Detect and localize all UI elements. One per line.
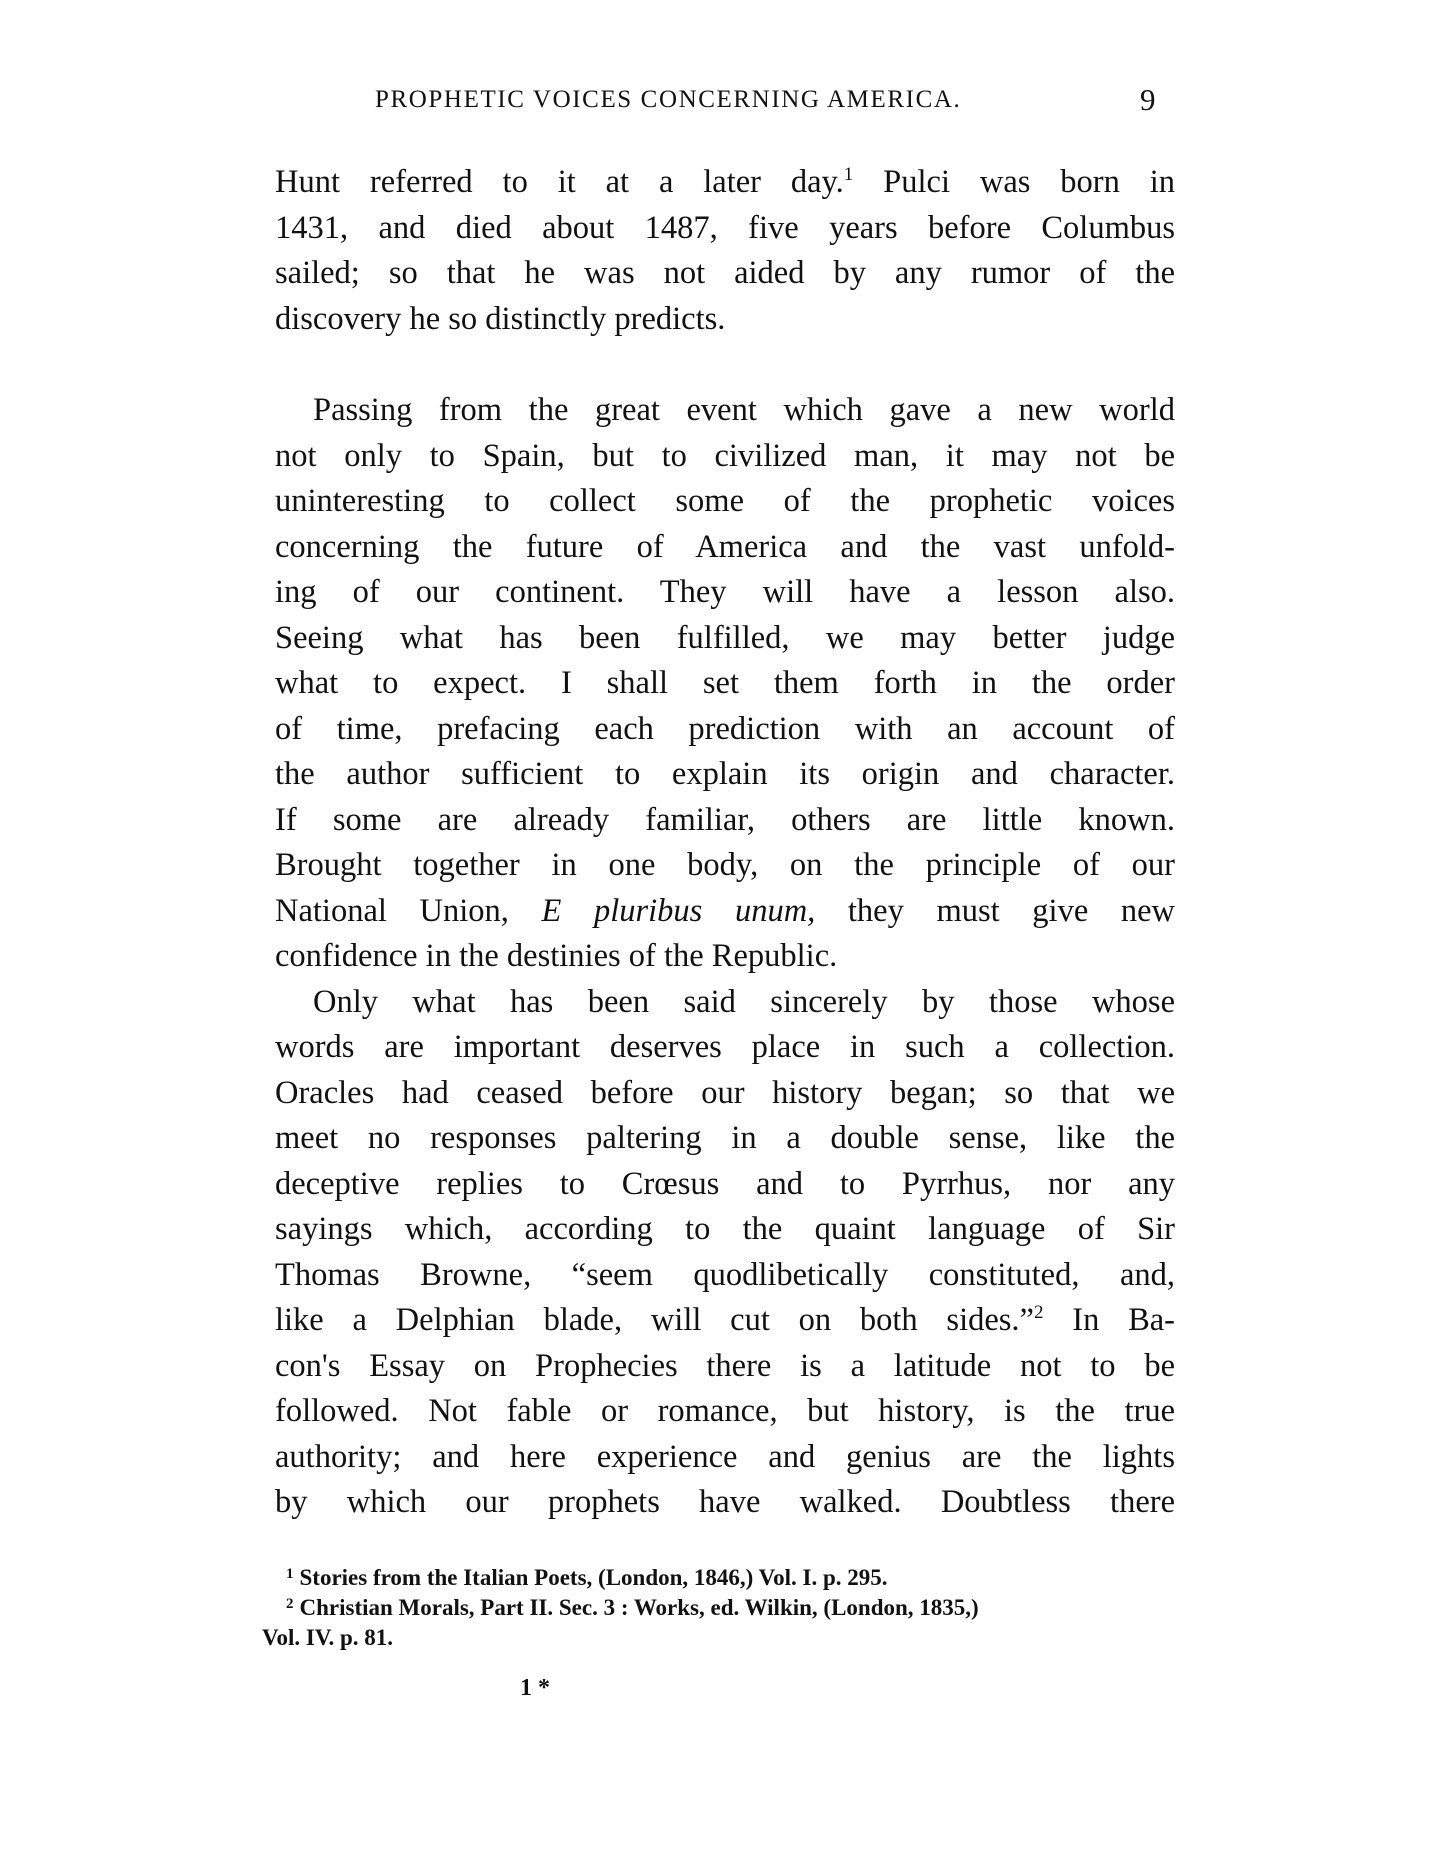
text-line: National Union, E pluribus unum, they must give new [275, 892, 1175, 929]
footnote-ref-2: 2 [1033, 1302, 1044, 1323]
text-line: confidence in the destinies of the Republic. [275, 938, 838, 974]
text-line: Seeing what has been fulfilled, we may better judge [275, 619, 1175, 656]
text-line: authority; and here experience and genius are the lights [275, 1438, 1175, 1475]
text-line: ing of our continent. They will have a lesson also. [275, 574, 1175, 610]
text-line: what to expect. I shall set them forth in the order [275, 665, 1175, 701]
text-line: 1431, and died about 1487, five years before Columbus [275, 209, 1175, 246]
text-line: words are important deserves place in such a collection. [275, 1029, 1175, 1065]
text-line: sayings which, according to the quaint language of Sir [275, 1211, 1175, 1247]
body-text [275, 160, 1175, 1526]
footnotes [262, 1563, 1176, 1653]
text-line: Passing from the great event which gave a new world [313, 392, 1175, 428]
footnote-1: $^1$ Stories from the Italian Poets, (London, 1846,) Vol. I. p. 295. [286, 1565, 888, 1590]
latin-motto: E pluribus unum, [541, 892, 816, 929]
footnote-ref-1: 1 [843, 164, 854, 185]
footnote-2: $^2$ Christian Morals, Part II. Sec. 3 : Works, ed. Wilkin, (London, 1835,) [286, 1595, 979, 1620]
text-line: discovery he so distinctly predicts. [275, 300, 726, 337]
page-number: 9 [1140, 82, 1156, 117]
text-line: If some are already familiar, others are little known. [275, 801, 1175, 838]
footnote-2-continuation: Vol. IV. p. 81. [262, 1625, 394, 1650]
text-line: Only what has been said sincerely by those whose [313, 983, 1175, 1020]
paragraph-gap [275, 342, 1175, 388]
text-line: Brought together in one body, on the principle of our [275, 847, 1175, 883]
text-line: followed. Not fable or romance, but history, is the true [275, 1393, 1175, 1429]
text-line: not only to Spain, but to civilized man, it may not be [275, 437, 1175, 474]
text-line: concerning the future of America and the vast unfold- [275, 528, 1175, 565]
text-line: by which our prophets have walked. Doubtless there [275, 1484, 1175, 1520]
running-head [275, 82, 1175, 126]
text-line: Oracles had ceased before our history began; so that we [275, 1074, 1175, 1111]
text-line: meet no responses paltering in a double sense, like the [275, 1120, 1175, 1156]
text-line: con's Essay on Prophecies there is a latitude not to be [275, 1347, 1175, 1384]
text-line: of time, prefacing each prediction with an account of [275, 710, 1175, 747]
text-line: Thomas Browne, “seem quodlibetically constituted, and, [275, 1256, 1175, 1293]
text-line: the author sufficient to explain its origin and character. [275, 756, 1175, 792]
text-line: Hunt referred to it at a later day.$^1$ Pulci was born in [275, 164, 1175, 200]
text-line: deceptive replies to Crœsus and to Pyrrhus, nor any [275, 1165, 1175, 1202]
text-line: sailed; so that he was not aided by any rumor of the [275, 255, 1175, 291]
text-line: uninteresting to collect some of the prophetic voices [275, 483, 1175, 519]
running-title: PROPHETIC VOICES CONCERNING AMERICA. [375, 86, 962, 113]
text-line: like a Delphian blade, will cut on both sides.”$^2$ In Ba- [275, 1302, 1176, 1338]
signature-mark: 1 * [520, 1675, 550, 1701]
